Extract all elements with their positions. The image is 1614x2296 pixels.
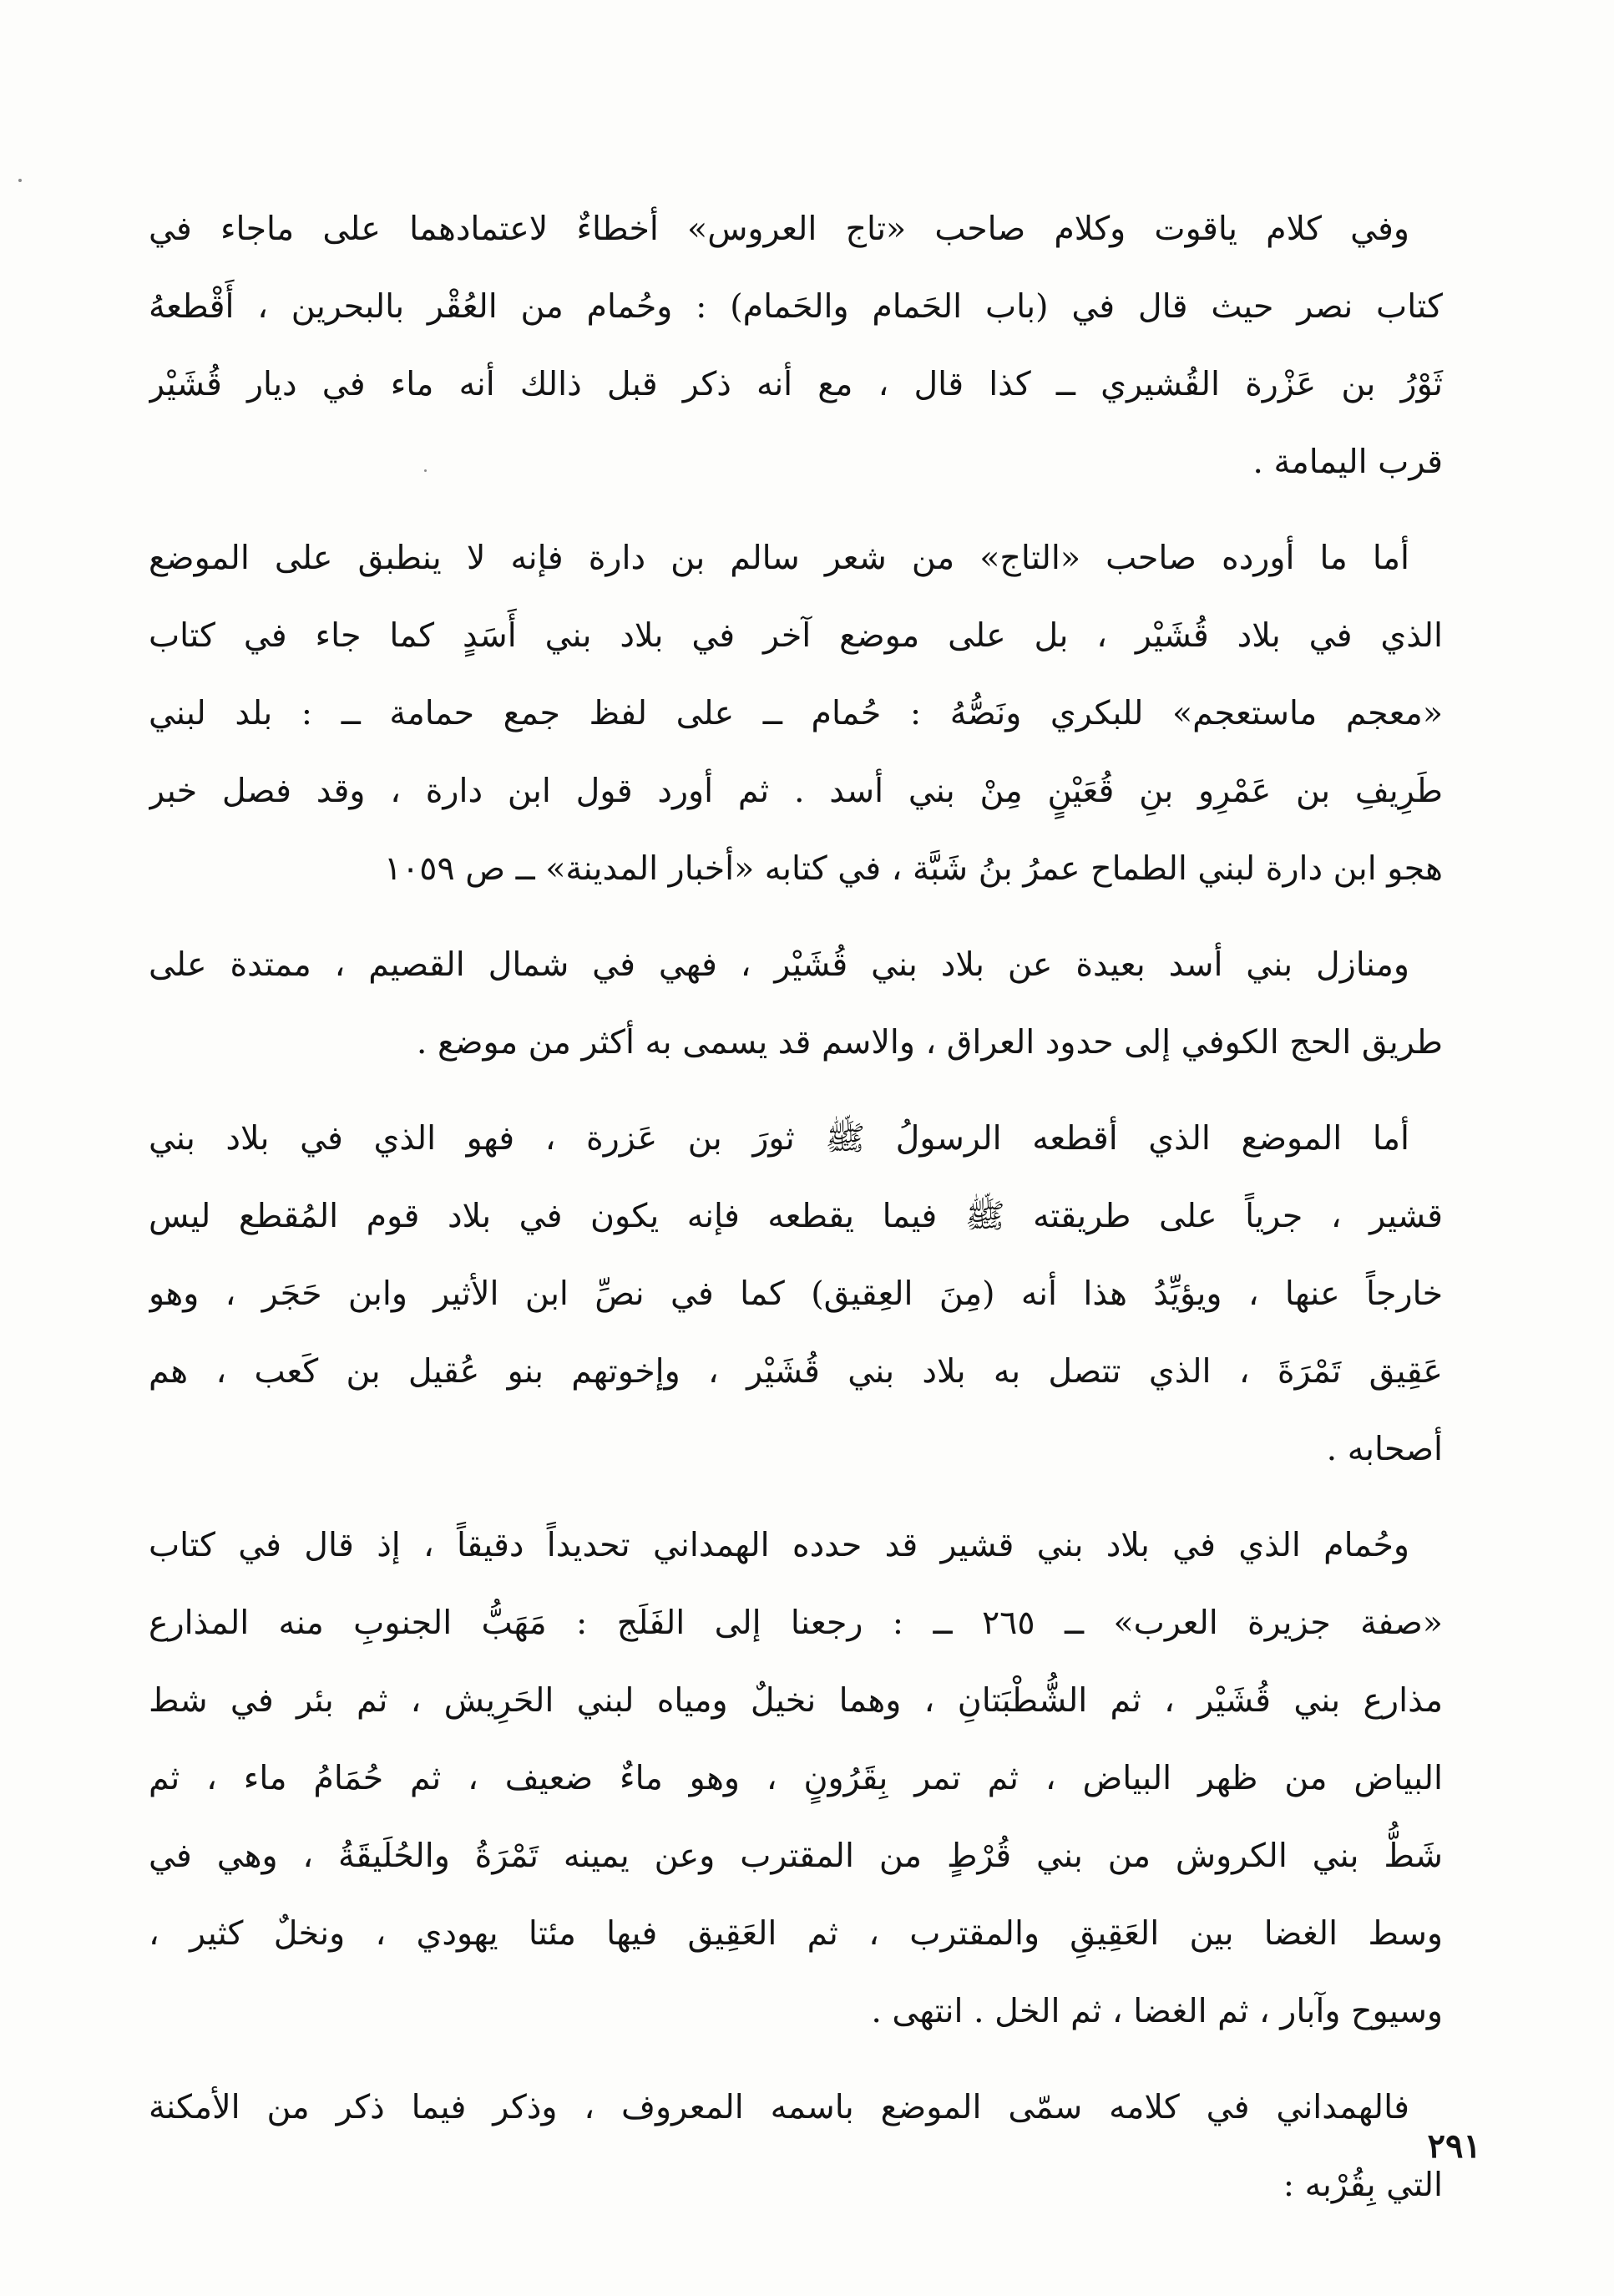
text-line: وسيوح وآبار ، ثم الغضا ، ثم الخل . انتهى . [871, 1992, 1443, 2030]
text-line: ثَوْرُ بن عَزْرة القُشيري ــ كذا قال ، مع أنه ذكر قبل ذالك أنه ماء في ديار قُشَيْر [149, 365, 1443, 403]
text-line: أصحابه . [1326, 1430, 1443, 1468]
text-line: البياض من ظهر البياض ، ثم تمر بِقَرُونٍ ، وهو ماءٌ ضعيف ، ثم حُمَامُ ماء ، ثم [149, 1759, 1443, 1797]
page-number: ٢٩١ [1427, 2126, 1481, 2166]
paragraph [149, 2069, 1476, 2224]
text-line: التي بِقُرْبه : [1283, 2166, 1443, 2204]
text-line: «معجم ماستعجم» للبكري ونَصُّهُ : حُمام ــ على لفظ جمع حمامة ــ : بلد لبني [149, 694, 1443, 732]
paragraph [149, 1100, 1476, 1488]
text-line: وحُمام الذي في بلاد بني قشير قد حدده الهمداني تحديداً دقيقاً ، إذ قال في كتاب [149, 1526, 1409, 1564]
paragraph [149, 926, 1476, 1082]
text-line: مذارع بني قُشَيْر ، ثم الشُّطْبَتانِ ، وهما نخيلٌ ومياه لبني الحَرِيش ، ثم بئر في شط [149, 1681, 1443, 1720]
body-text [149, 190, 1476, 2243]
text-line: طريق الحج الكوفي إلى حدود العراق ، والاسم قد يسمى به أكثر من موضع . [416, 1023, 1443, 1062]
text-line: «صفة جزيرة العرب» ــ ٢٦٥ ــ : رجعنا إلى الفَلَج : مَهَبُّ الجنوبِ منه المذارع [149, 1604, 1443, 1642]
text-line: كتاب نصر حيث قال في (باب الحَمام والحَمام) : وحُمام من العُقْر بالبحرين ، أَقْطعهُ [149, 287, 1443, 326]
paragraph [149, 1507, 1476, 2050]
text-line: ومنازل بني أسد بعيدة عن بلاد بني قُشَيْر ، فهي في شمال القصيم ، ممتدة على [149, 945, 1409, 984]
paragraph [149, 190, 1476, 501]
text-line: هجو ابن دارة لبني الطماح عمرُ بنُ شَبَّة ، في كتابه «أخبار المدينة» ــ ص ١٠٥٩ [383, 849, 1443, 888]
paragraph [149, 520, 1476, 908]
text-line: وسط الغضا بين العَقِيقِ والمقترب ، ثم العَقِيق فيها مئتا يهودي ، ونخلٌ كثير ، [149, 1914, 1443, 1953]
text-line: وفي كلام ياقوت وكلام صاحب «تاج العروس» أخطاءٌ لاعتمادهما على ماجاء في [149, 210, 1409, 248]
text-line: قشير ، جرياً على طريقته ﷺ فيما يقطعه فإنه يكون في بلاد قوم المُقطع ليس [149, 1197, 1443, 1235]
text-line: شَطُّ بني الكروش من بني قُرْطٍ من المقترب وعن يمينه تَمْرَةُ والحُلَيقَةُ ، وهي في [149, 1837, 1443, 1875]
text-line: خارجاً عنها ، ويؤيِّدُ هذا أنه (مِنَ العِقيق) كما في نصِّ ابن الأثير وابن حَجَر ، وهو [149, 1275, 1443, 1313]
text-line: عَقِيق تَمْرَةَ ، الذي تتصل به بلاد بني قُشَيْر ، وإخوتهم بنو عُقيل بن كَعب ، هم [149, 1352, 1443, 1391]
text-line: أما ما أورده صاحب «التاج» من شعر سالم بن دارة فإنه لا ينطبق على الموضع [149, 539, 1409, 577]
text-line: فالهمداني في كلامه سمّى الموضع باسمه المعروف ، وذكر فيما ذكر من الأمكنة [149, 2088, 1409, 2126]
text-line: طَرِيفِ بن عَمْرِو بنِ قُعَيْنٍ مِنْ بني أسد . ثم أورد قول ابن دارة ، وقد فصل خبر [149, 772, 1443, 810]
scan-speck [18, 179, 22, 182]
text-line: أما الموضع الذي أقطعه الرسولُ ﷺ ثورَ بن عَزرة ، فهو الذي في بلاد بني [149, 1119, 1409, 1158]
text-line: الذي في بلاد قُشَيْر ، بل على موضع آخر في بلاد بني أَسَدٍ كما جاء في كتاب [149, 616, 1443, 655]
text-line: قرب اليمامة . [1252, 443, 1443, 481]
